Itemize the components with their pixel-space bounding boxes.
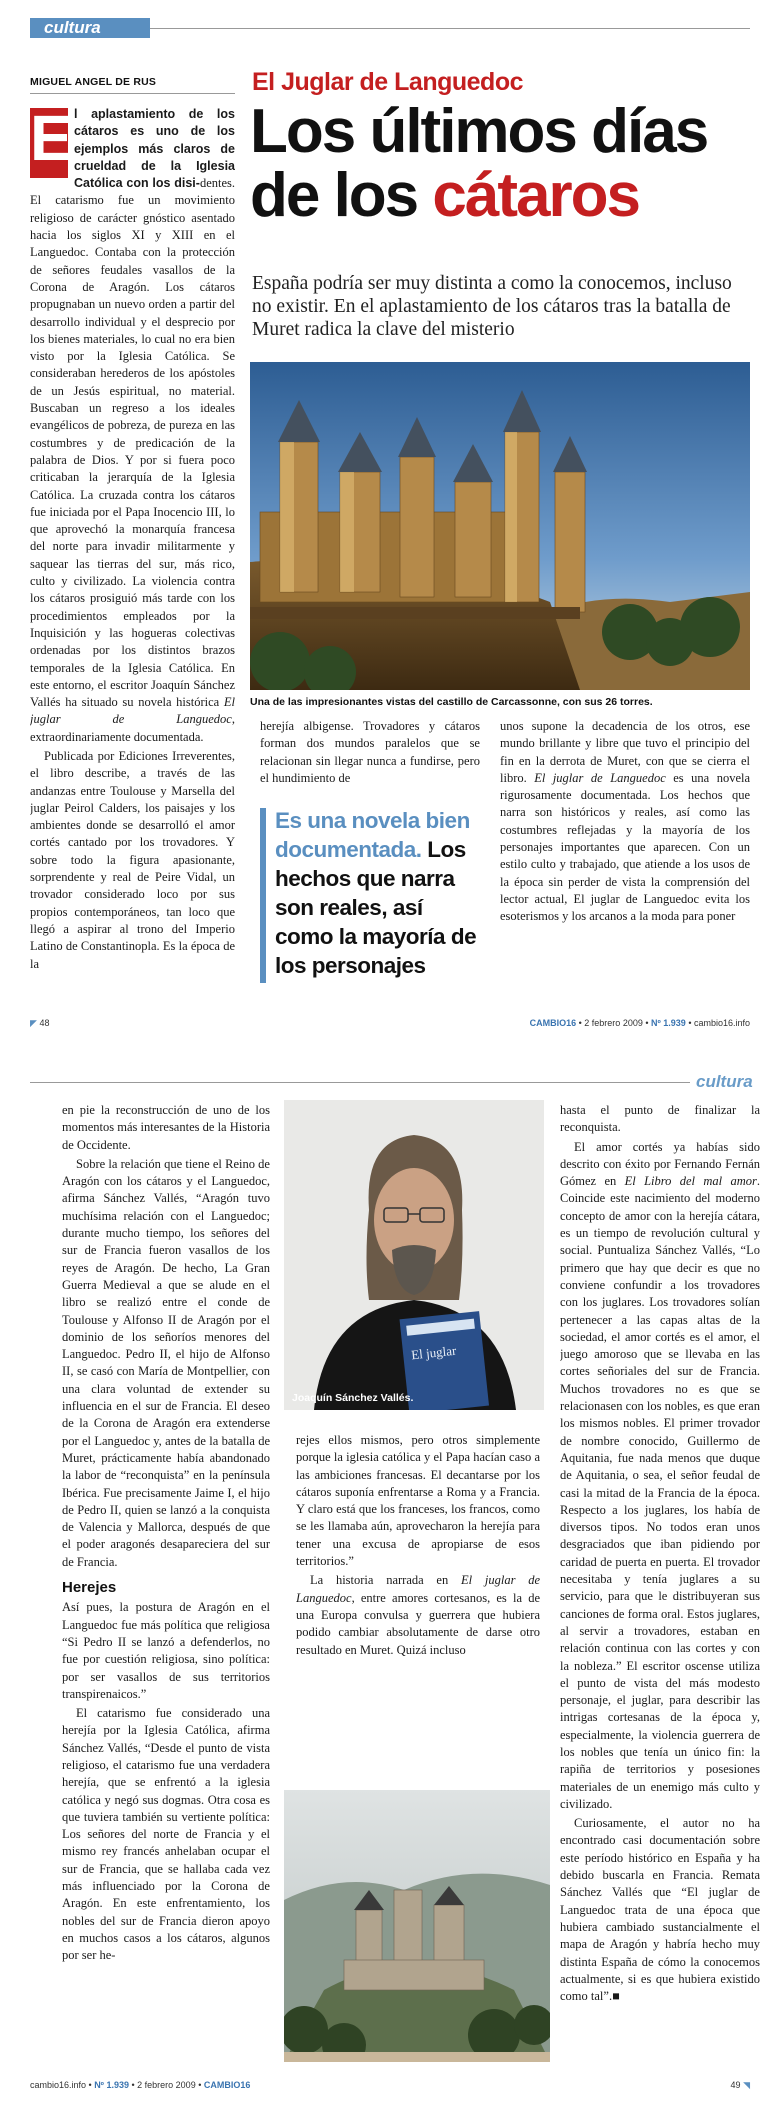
footer-date: • 2 febrero 2009 • — [576, 1018, 651, 1028]
pull-quote-black: Los hechos que narra son reales, así como la mayoría de los personajes — [275, 837, 477, 978]
article-column-1 — [30, 106, 235, 1000]
page-number: 48 — [39, 1018, 50, 1028]
footer-date: • 2 febrero 2009 • — [129, 2080, 204, 2090]
footer-info — [521, 1018, 750, 1028]
section-tag — [30, 18, 150, 38]
paragraph — [560, 1139, 760, 1814]
header-rule — [30, 1082, 690, 1083]
photo-caption: Una de las impresionantes vistas del castillo de Carcassonne, con sus 26 torres. — [250, 696, 653, 708]
footer-issue: Nº 1.939 — [651, 1018, 686, 1028]
lead-text-end: , extraordinariamente documentada. — [30, 712, 235, 744]
paragraph — [560, 1815, 760, 2005]
paragraph: Así pues, la postura de Aragón en el Languedoc fue más política que religiosa “Si Pedro II se lanzó a defenderlos, no fue por cuestión religiosa, sino política: por ser vasallos de sus territorios transpirenaicos.” — [62, 1600, 270, 1701]
book-title-ref: El juglar de Languedoc — [534, 770, 666, 785]
text-run: El amor cortés ya habías sido descrito con éxito por Fernando Fernán Gómez en — [560, 1139, 760, 1189]
paragraph: hasta el punto de finalizar la reconquista. — [560, 1103, 760, 1135]
article-column-3 — [500, 718, 750, 1000]
headline — [250, 97, 760, 230]
headline-part-b: cátaros — [432, 161, 639, 230]
pull-quote-blue: Es una novela bien documentada. — [275, 808, 470, 862]
author-photo — [284, 1100, 544, 1410]
end-mark: ■ — [612, 1989, 620, 2004]
text-run: unos supone la decadencia de los otros, ese mundo brillante y libre que tuvo el principio del fin en la derrota de Muret, con que se cierra el libro. — [500, 719, 750, 785]
author-illustration — [284, 1100, 544, 1410]
paragraph — [500, 718, 750, 926]
article-column-2 — [296, 1432, 540, 1792]
paragraph: Sobre la relación que tiene el Reino de Aragón con los cátaros y el Languedoc, afirma Sánchez Vallés, “Aragón tuvo muchísima relación con el Languedoc; durante mucho tiempo, los señores del sur de Francia fueron vasallos de los reyes de Aragón. De hecho, La Gran Guerra Medieval a que se alude en el libro se realizó entre el conde de Toulouse y Alfonso II de Aragón por el dominio de los señoríos menores del Languedoc. Pedro II, el hijo de Alfonso II, se casó con María de Montpellier, con una clara voluntad de extender su influencia en el sur de Francia. El deseo de la Corona de Aragón era extenderse por el Languedoc y, antes de la batalla de Muret, prácticamente había abandonado la labor de “reconquista” en la península Ibérica. Fue precisamente Jaime I, el hijo de Pedro II, quien se lanzó a la conquista de Valencia y Mallorca, después de que el poder aragonés desapareciera del sur de Francia. — [62, 1156, 270, 1569]
paragraph: rejes ellos mismos, pero otros simplemente porque la iglesia católica y el Papa hacían caso a las ambiciones francesas. El decantarse por los cátaros suponía enfrentarse a Roma y a Francia. Y claro está que los franceses, los francos, como se les llamaba aún, aprovecharon la herejía para tener una excusa de apropiarse de esos territorios.” — [296, 1433, 540, 1569]
lead-paragraph — [30, 106, 235, 746]
footer-site: • cambio16.info — [685, 1018, 750, 1028]
article-column-1 — [62, 1102, 270, 2062]
text-run: . Coincide este nacimiento del moderno concepto de amor con la herejía cátara, es un tiempo de revolución cultural y social. Puntualiza Sánchez Vallés, “Lo primero que hay que decir es que no conviene confundir a los trovadores con los juglares. Los trovadores solían pertenecer a las capas altas de la sociedad, el amor cortés es el amor, el juego amoroso que se llevaba en las cortes señoriales del sur de Francia. Muchos trovadores no es que se relacionasen con los nobles, es que eran los mismos nobles. El primer trovador de nombre conocido, Guillermo de Aquitania, fue nada menos que duque de Aquitania, o sea, el señor feudal de casi la mitad de la Francia de la época. Respecto a los juglares, los había de diversos tipos. No todos eran unos desgraciados que iban pidiendo por caridad de puerta en puerta. El trovador necesitaba y tenía juglares a su servicio, para que le distribuyeran sus canciones de forma oral. Estos juglares, al servir a trovadores, estaban en relación continua con las cortes y con la nobleza.” El escritor oscense utiliza el punto de vista del más modesto personaje, el juglar, para describir las intrigas cortesanas de la época y, especialmente, la violencia guerrera de los nobles que tenía un único fin: la rapiña de territorios y posesiones materiales de un enemigo más culto y civilizado. — [560, 1174, 760, 1811]
lead-bold-text: l aplastamiento de los cátaros es uno de los ejemplos más claros de crueldad de la Iglesia Católica con los disi- — [74, 107, 235, 191]
pull-quote-bar — [260, 808, 266, 983]
drop-cap: E — [30, 108, 68, 178]
book-title-ref: El Libro del mal amor — [624, 1174, 757, 1189]
footer-issue: Nº 1.939 — [94, 2080, 129, 2090]
text-run: La historia narrada en — [310, 1573, 461, 1588]
headline-part-a: de los — [250, 161, 433, 230]
page-49 — [0, 1072, 780, 2115]
page-48 — [0, 0, 780, 1042]
author-byline: MIGUEL ANGEL DE RUS — [30, 76, 157, 88]
castle-photo — [284, 1790, 550, 2062]
section-label: cultura — [44, 18, 101, 37]
text-run: Curiosamente, el autor no ha encontrado casi documentación sobre este período histórico en España y ha debido buscarla en Francia. Remata Sánchez Vallés que “El juglar de Languedoc trata de una época que hubiera cambiado sustancialmente el mapa de Aragón y habría hecho muy distinta España de cómo la conocemos actualmente, si es que hubiera existido como tal”. — [560, 1816, 760, 2004]
castle-illustration — [250, 362, 750, 690]
author-photo-caption: Joaquín Sánchez Vallés. — [292, 1392, 414, 1404]
footer-arrow-icon: ◤ — [30, 1018, 37, 1028]
byline-rule — [30, 93, 235, 94]
page-gap — [0, 1042, 780, 1072]
footer-brand: CAMBIO16 — [203, 2080, 251, 2090]
paragraph — [296, 1572, 540, 1658]
article-column-2 — [260, 718, 480, 788]
headline-line-2 — [250, 161, 760, 230]
footer-arrow-icon: ◥ — [743, 2080, 750, 2090]
pull-quote — [275, 806, 485, 980]
kicker: El Juglar de Languedoc — [252, 68, 523, 96]
headline-line-1: Los últimos días — [250, 97, 708, 166]
footer-brand: CAMBIO16 — [529, 1018, 577, 1028]
foix-castle-illustration — [284, 1790, 550, 2062]
page-number: 49 — [730, 2080, 741, 2090]
paragraph: herejía albigense. Trovadores y cátaros forman dos mundos paralelos que se relacionan sin llegar nunca a fundirse, pero el hundimiento de — [260, 719, 480, 785]
footer-page-number — [30, 1018, 49, 1029]
text-run: , entre amores cortesanos, es la de una Europa convulsa y guerrera que hubiera podido cambiar absolutamente de darse otro resultado en Muret. Quizá incluso — [296, 1590, 540, 1657]
paragraph: El catarismo fue considerado una herejía por la Iglesia Católica, afirma Sánchez Vallés, “Desde el punto de vista religioso, el catarismo fue una verdadera herejía, que se enfrentó a la iglesia católica y negó sus dogmas. Otra cosa es que tuviera también su vertiente política: Los señores del norte de Francia y el mismo rey francés anhelaban ocupar el sur de Francia, que se hallaba cada vez más influenciado por la Corona de Aragón. En este enfrentamiento, los nobles del sur de Francia dieron apoyo en muchos casos a los cátaros, algunos por ser he- — [62, 1706, 270, 1963]
carcassonne-photo — [250, 362, 750, 690]
header-rule — [150, 28, 750, 29]
paragraph: en pie la reconstrucción de uno de los momentos más interesantes de la Historia de Occidente. — [62, 1103, 270, 1152]
footer-site: cambio16.info • — [30, 2080, 95, 2090]
article-column-3 — [560, 1102, 760, 2062]
footer-page-number — [700, 2080, 750, 2091]
book-title-ref: El juglar de Languedoc — [296, 1573, 540, 1605]
svg-text:El juglar: El juglar — [410, 1342, 457, 1363]
subtitle: España podría ser muy distinta a como la conocemos, incluso no existir. En el aplastamiento de los cátaros tras la batalla de Muret radica la clave del misterio — [252, 273, 732, 340]
book-title-ref: El juglar de Languedoc — [30, 695, 235, 727]
subheading: Herejes — [62, 1579, 117, 1597]
section-label: cultura — [696, 1072, 753, 1091]
text-run: es una novela rigurosamente documentada. Los hechos que narra son históricos y reales, así como las costumbres reflejadas y la mayoría de los personajes importantes que aparecen. Con un estilo culto y trabajado, que atiende a los usos de la época sin perder de vista la comprensión del lector actual, El juglar de Languedoc evita los esoterismos y los arcanos a la moda para poner — [500, 770, 750, 924]
footer-info — [30, 2080, 250, 2090]
lead-text: dentes. El catarismo fue un movimiento religioso de carácter gnóstico asentado hacia los siglos XI y XIII en el Languedoc. Contaba con la protección de señores feudales vasallos de la Corona de Aragón. Los cátaros propugnaban un nuevo orden a partir del desarrollo individual y el desprecio por los bienes materiales, lo cual no era bien visto por la Iglesia Católica. Se consideraban herederos de los apóstoles de un Jesús espiritual, no material. Buscaban un regreso a los ideales evangélicos de pobreza, de pureza en las costumbres y de predicación de la palabra de Dios. Y por si fuera poco criticaban la jerarquía de la Iglesia Católica. La cruzada contra los cátaros fue iniciada por el Papa Inocencio III, lo que aprovechó la monarquía francesa del norte para invadir militarmente y saquear las tierras del sur, más rico, culto y civilizado. La violencia contra los cátaros prosiguió más tarde con los procedimientos empleados por la Inquisición y las hogueras colectivas ordenadas por los distintos brazos temporales de la Iglesia Católica. En este entorno, el escritor Joaquín Sánchez Vallés ha situado su novela histórica — [30, 176, 235, 710]
paragraph: Publicada por Ediciones Irreverentes, el libro describe, a través de las andanzas entre Toulouse y Marsella del juglar Peirol Calders, los paisajes y los ambientes donde se desarrolló el amor cortés cantado por los trovadores. Y sobre todo la figura apasionante, sorprendente y real de Peire Vidal, un trovador considerado loco por sus propios contemporáneos, tan loco que llegó a aspirar al trono del Imperio Latino de Constantinopla. Es la época de la — [30, 748, 235, 971]
